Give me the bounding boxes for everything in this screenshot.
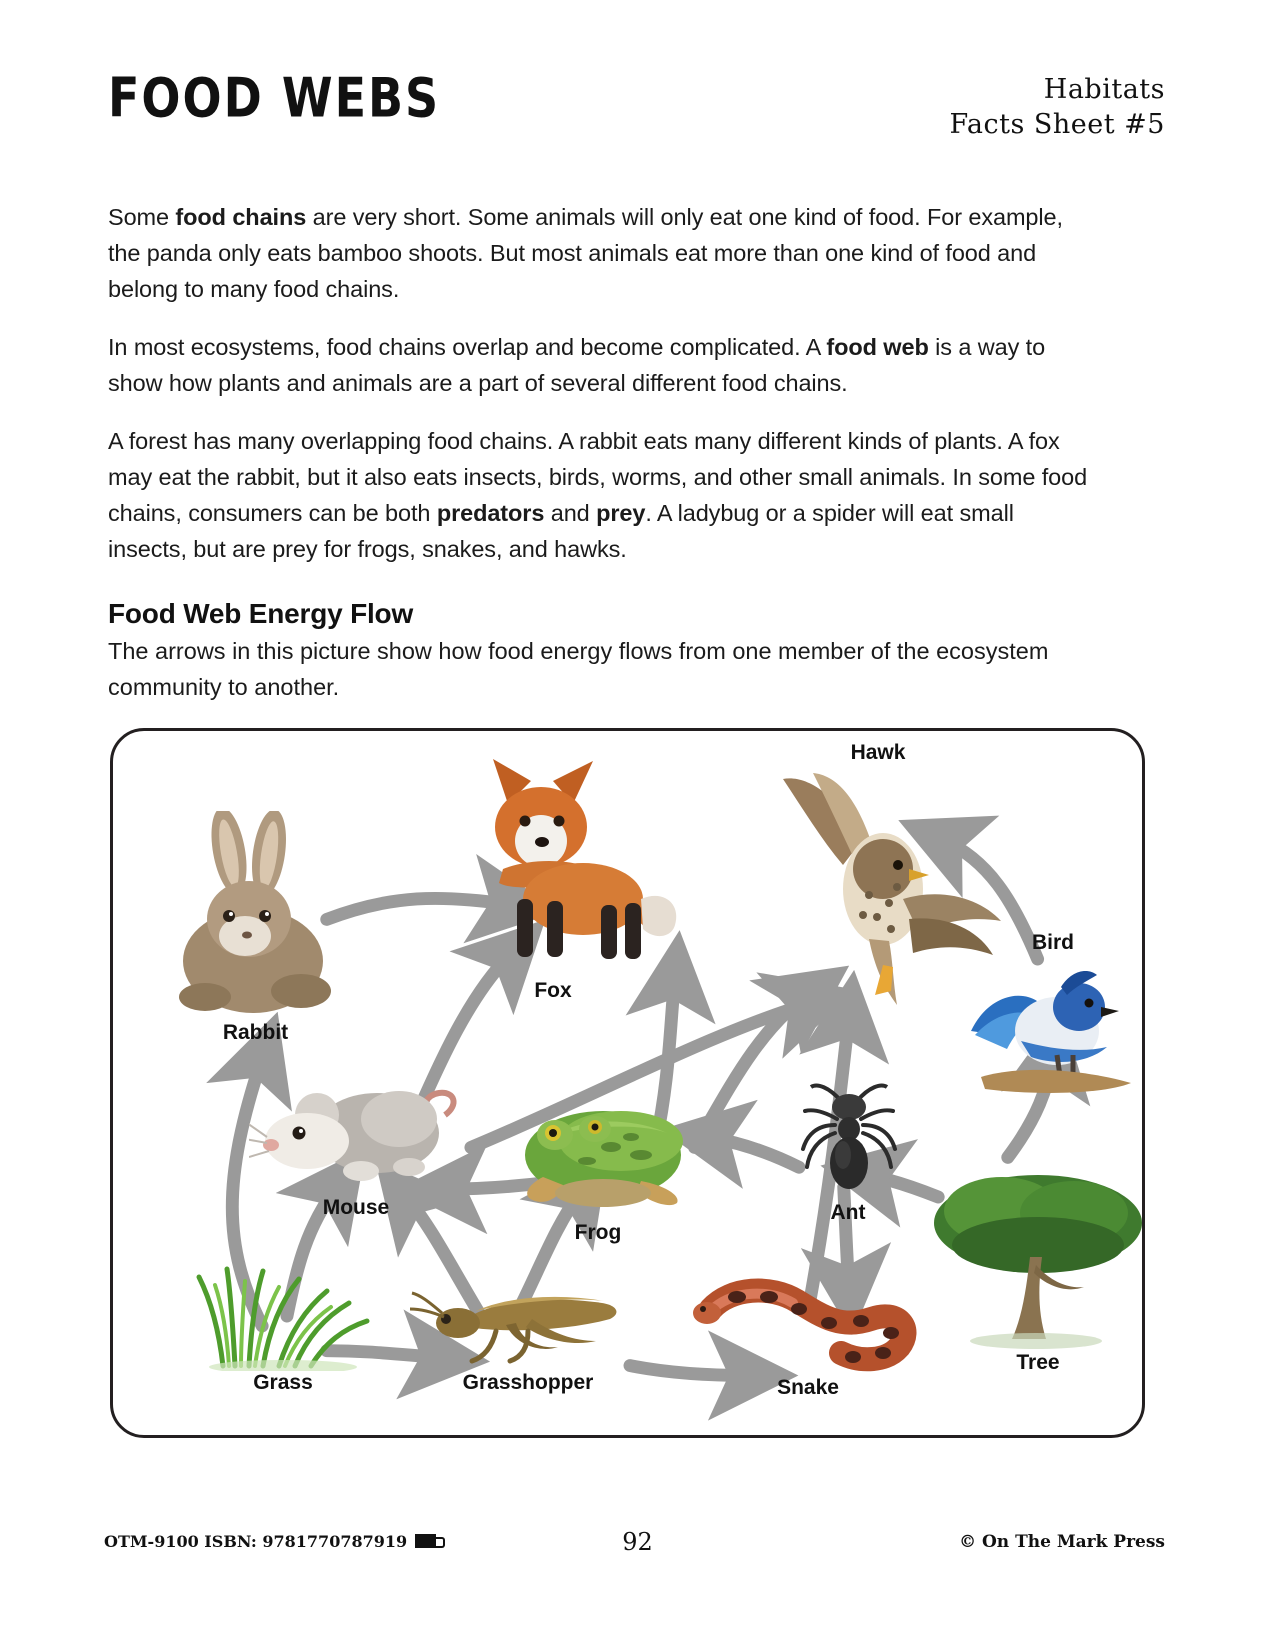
grasshopper-label: Grasshopper <box>462 1371 594 1394</box>
fox-image <box>413 749 693 979</box>
p3-text-a: A forest has many overlapping food chains. A rabbit eats many different kinds of plants. A fox may eat the rabbit, but it also eats insects, birds, worms, and other small animals. In some food chains, consumers can be both <box>108 427 1088 526</box>
p1-text-a: Some <box>108 204 176 230</box>
frog-image <box>491 1081 706 1221</box>
p3-bold-prey: prey <box>596 499 646 526</box>
p1-bold-food-chains: food chains <box>175 204 307 230</box>
tree-label: Tree <box>1016 1351 1060 1374</box>
node-grasshopper <box>393 1261 663 1395</box>
rabbit-label: Rabbit <box>222 1021 289 1044</box>
ant-image <box>783 1071 913 1201</box>
rabbit-image <box>161 811 351 1021</box>
paragraph-1 <box>108 200 1088 308</box>
section-heading-energy-flow: Food Web Energy Flow <box>108 597 414 629</box>
section-paragraph-energy-flow: The arrows in this picture show how food energy flows from one member of the ecosystem community to another. <box>108 637 1049 700</box>
page-footer <box>0 1528 1275 1562</box>
grass-image <box>183 1251 383 1371</box>
fox-label: Fox <box>534 979 572 1002</box>
paragraph-3 <box>108 424 1088 568</box>
paragraph-2 <box>108 330 1088 402</box>
p2-text-b: is a way to show how plants and animals are a part of several different food chains. <box>108 333 1046 396</box>
p3-text-c: . A ladybug or a spider will eat small insects, but are prey for frogs, snakes, and hawks. <box>108 499 1014 562</box>
page-number: 92 <box>622 1528 653 1556</box>
footer-isbn-text: OTM-9100 ISBN: 9781770787919 <box>104 1532 408 1551</box>
header-sheet-number: Facts Sheet #5 <box>949 109 1165 140</box>
ant-label: Ant <box>830 1201 866 1224</box>
p1-text-b: are very short. Some animals will only eat one kind of food. For example, the panda only eats bamboo shoots. But most animals eat more than one kind of food and belong to many food chains. <box>108 204 1063 302</box>
grass-label: Grass <box>253 1371 313 1394</box>
frog-label: Frog <box>574 1221 622 1244</box>
node-snake <box>683 1271 933 1400</box>
p2-bold-food-web: food web <box>826 333 929 360</box>
header-subject: Habitats <box>1043 74 1165 105</box>
node-ant <box>763 1071 933 1225</box>
node-rabbit <box>143 811 368 1045</box>
node-grass <box>173 1251 393 1395</box>
node-mouse <box>241 1071 471 1220</box>
bird-label: Bird <box>1032 931 1074 954</box>
mouse-label: Mouse <box>322 1196 390 1219</box>
grasshopper-image <box>406 1261 651 1371</box>
page-content <box>108 200 1088 705</box>
page-title: FOOD WEBS <box>108 66 441 130</box>
header-meta <box>950 74 1166 140</box>
node-fox <box>403 749 703 1003</box>
snake-image <box>691 1271 926 1376</box>
hawk-label: Hawk <box>850 741 906 764</box>
p3-bold-predators: predators <box>436 499 545 526</box>
node-bird <box>958 931 1145 1122</box>
tree-image <box>918 1161 1145 1351</box>
snake-label: Snake <box>777 1376 839 1399</box>
node-frog <box>483 1081 713 1245</box>
food-web-diagram <box>110 728 1145 1438</box>
mouse-image <box>249 1071 464 1196</box>
p2-text-a: In most ecosystems, food chains overlap and become complicated. A <box>108 333 827 360</box>
node-tree <box>913 1161 1145 1375</box>
bird-image <box>961 957 1146 1122</box>
page-header <box>108 52 1165 162</box>
footer-publisher: © On The Mark Press <box>959 1532 1165 1552</box>
p3-text-b: and <box>544 499 597 526</box>
